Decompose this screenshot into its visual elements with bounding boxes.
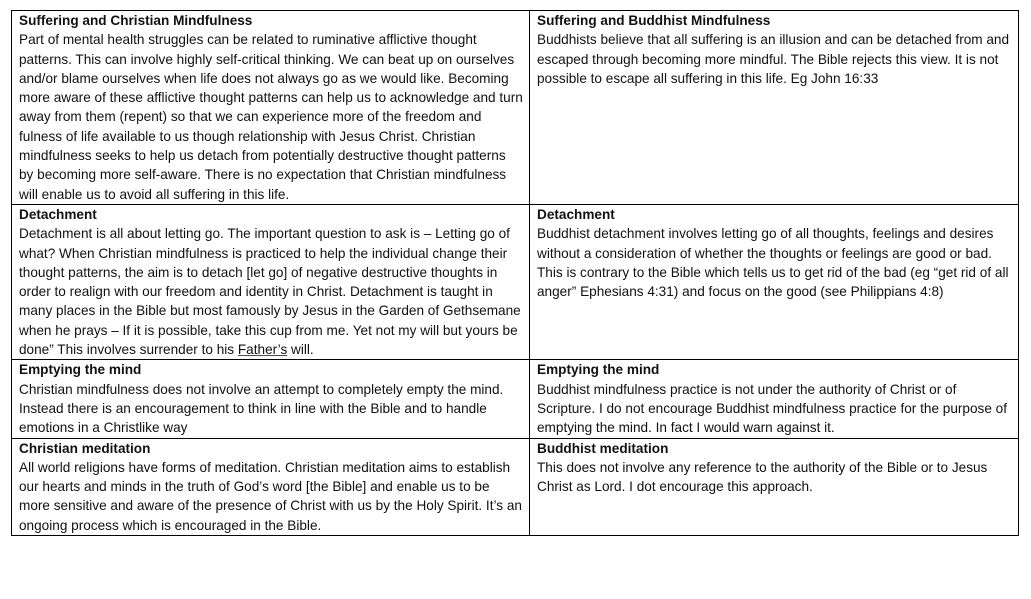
cell-heading: Suffering and Christian Mindfulness	[19, 13, 253, 28]
table-cell	[12, 11, 530, 205]
table-cell	[530, 11, 1019, 205]
table-row	[12, 360, 1019, 438]
comparison-table	[11, 10, 1019, 536]
table-row	[12, 11, 1019, 205]
cell-heading: Buddhist meditation	[537, 440, 669, 456]
cell-heading: Detachment	[537, 206, 615, 222]
cell-heading: Detachment	[19, 206, 97, 222]
cell-body: Buddhist detachment involves letting go of all thoughts, feelings and desires without a consideration of whether the thoughts or feelings are good or bad. This is contrary to the Bible which tells us to get rid of the bad (eg “get rid of all anger” Ephesians 4:31) and focus on the good (see Philippians 4:8)	[537, 226, 1009, 300]
cell-heading: Emptying the mind	[19, 362, 142, 378]
cell-body: This does not involve any reference to the authority of the Bible or to Jesus Christ as Lord. I dot encourage this approach.	[537, 459, 988, 495]
table-cell	[530, 438, 1019, 535]
table-row	[12, 438, 1019, 535]
table-cell	[12, 360, 530, 438]
cell-body-text: Detachment is all about letting go. The important question to ask is – Letting go of what? When Christian mindfulness is practiced to help the individual change their thought patterns, the aim is to detach [let go] of negative destructive thoughts in order to realign with our freedom and identity in Christ. Detachment is taught in many places in the Bible but most famously by Jesus in the Garden of Gethsemane when he prays – If it is possible, take this cup from me. Yet not my will but yours be done” This involves surrender to his	[19, 226, 521, 358]
table-cell	[530, 204, 1019, 359]
cell-body-text: will.	[287, 342, 314, 358]
cell-heading: Emptying the mind	[537, 362, 660, 378]
cell-heading: Christian meditation	[19, 440, 151, 456]
cell-body: Part of mental health struggles can be related to ruminative afflictive thought patterns. This can involve highly self-critical thinking. We can beat up on ourselves and/or blame ourselves when life does not always go as we would like. Becoming more aware of these afflictive thought patterns can help us to acknowledge and turn away from them (repent) so that we can experience more of the freedom and fulness of life available to us though relationship with Jesus Christ. Christian mindfulness seeks to help us detach from potentially destructive thought patterns by becoming more self-aware. There is no expectation that Christian mindfulness will enable us to avoid all suffering in this life.	[19, 32, 523, 202]
table-cell	[530, 360, 1019, 438]
cell-body: Buddhists believe that all suffering is an illusion and can be detached from and escaped through becoming more mindful. The Bible rejects this view. It is not possible to escape all suffering in this life. Eg John 16:33	[537, 32, 1010, 86]
cell-heading: Suffering and Buddhist Mindfulness	[537, 13, 771, 28]
table-cell	[12, 204, 530, 359]
table-row	[12, 204, 1019, 359]
cell-body: Buddhist mindfulness practice is not under the authority of Christ or of Scripture. I do not encourage Buddhist mindfulness practice for the purpose of emptying the mind. In fact I would warn against it.	[537, 381, 1008, 436]
table-cell	[12, 438, 530, 535]
cell-body: All world religions have forms of meditation. Christian meditation aims to establish our hearts and minds in the truth of God’s word [the Bible] and enable us to be more sensitive and aware of the presence of Christ with us by the Holy Spirit. It’s an ongoing process which is encouraged in the Bible.	[19, 459, 522, 533]
underlined-word: Father’s	[237, 342, 288, 358]
cell-body	[19, 224, 523, 359]
cell-body: Christian mindfulness does not involve an attempt to completely empty the mind. Instead there is an encouragement to think in line with the Bible and to handle emotions in a Christlike way	[19, 381, 504, 436]
